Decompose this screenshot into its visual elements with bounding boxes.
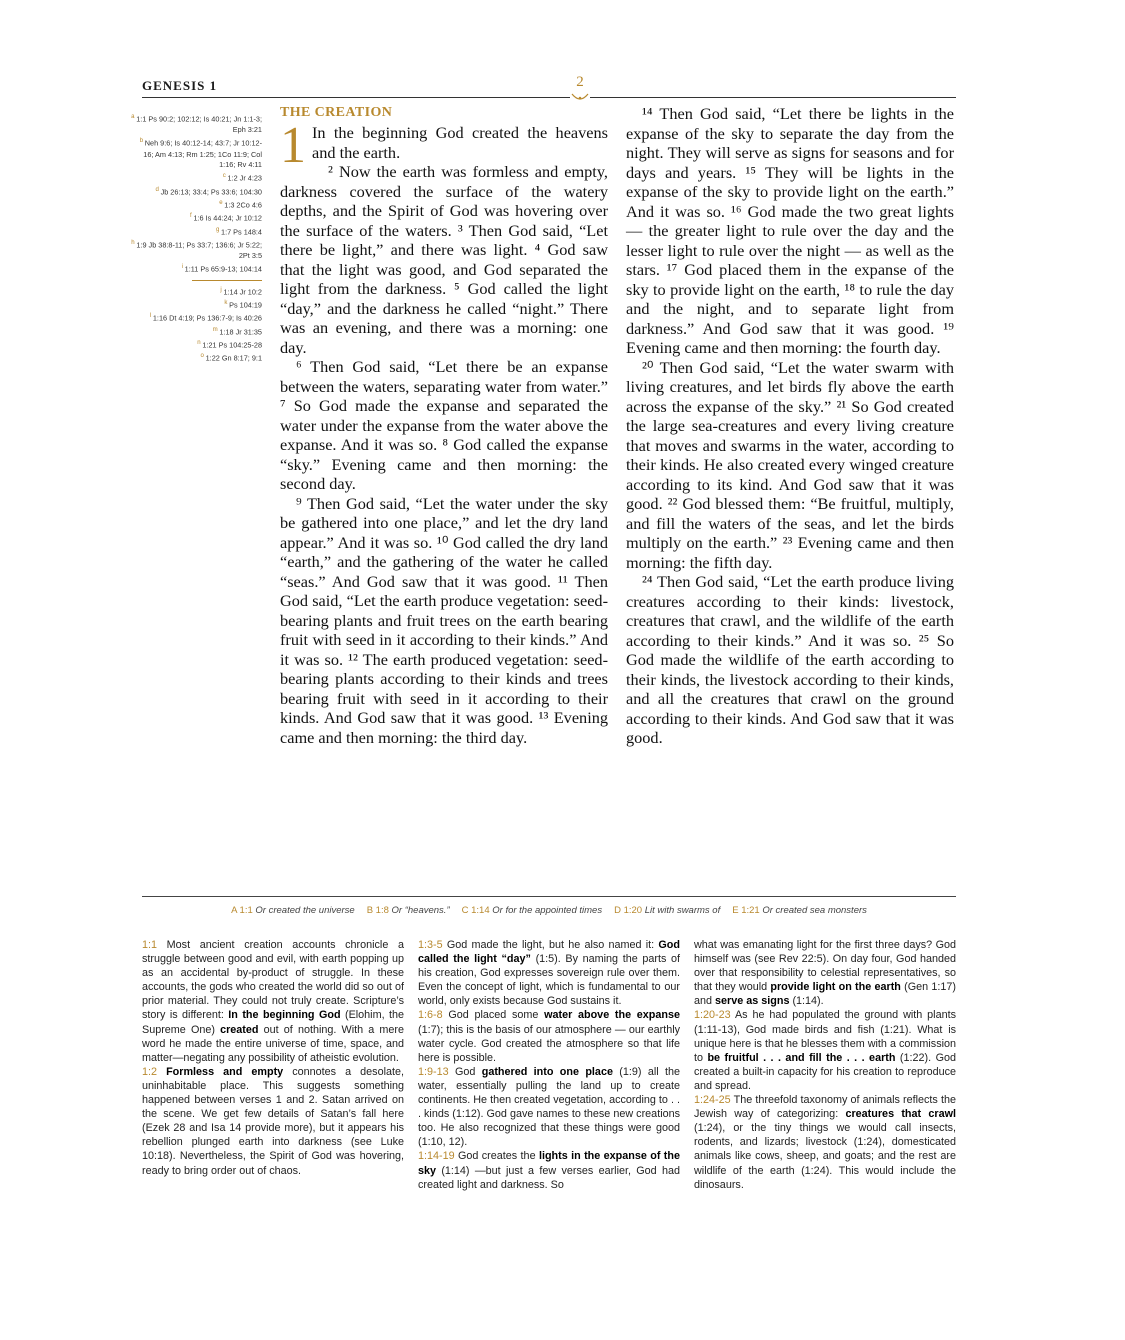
verse-paragraph: ² Now the earth was formless and empty, darkness covered the surface of the watery depths, and the Spirit of God was hovering over the surface of the waters. ³ Then God said, “Let there be light,” and there was light. ⁴ God saw that the light was good, and God separated the light from the darkness. ⁵ God called the light “day,” and the darkness he called “night.” There was an evening, and there was a morning: one day. [280, 162, 608, 357]
xref-text: 1:22 Gn 8:17; 9:1 [205, 353, 262, 363]
xref-divider [192, 280, 262, 281]
running-head: GENESIS 1 [142, 78, 218, 93]
note-ref: 1:14-19 [418, 1150, 458, 1163]
footnote-text: Lit with swarms of [644, 905, 721, 916]
footnote-entry [732, 905, 867, 916]
note-emphasis: In the beginning God [228, 1009, 345, 1022]
xref-label: a [131, 113, 137, 120]
note-text: (Elohim, the Supreme One) [142, 1009, 405, 1036]
ornament-icon [570, 92, 590, 104]
note-text: —but just a few verses earlier, God had created light and darkness. So [418, 1164, 680, 1191]
footnote-entry [462, 905, 602, 916]
xref-label: i [181, 263, 185, 271]
xref-entry [130, 262, 262, 275]
study-note [142, 1065, 404, 1178]
xref-entry [130, 211, 262, 224]
xref-text: Jb 26:13; 33:4; Ps 33:6; 104:30 [160, 187, 262, 197]
scripture-column-right [626, 104, 954, 748]
note-ref: 1:24-25 [694, 1094, 734, 1107]
xref-entry [130, 171, 262, 184]
study-notes-column-1 [142, 938, 404, 1178]
note-ref: 1:6-8 [418, 1009, 449, 1022]
xref-text: 1:6 Is 44:24; Jr 10:12 [193, 213, 262, 223]
note-text: God made the light, but he also named it: [446, 939, 659, 951]
note-text: all the water, essentially pulling the land up to create continents. He then created vegetation, according to . . . kinds (1:12). God gave names to these new creations too. He also recognized that these things were good (1:10, 12). [418, 1065, 680, 1149]
xref-text: 1:18 Jr 31:35 [219, 326, 262, 336]
footnote-ref: C 1:14 [461, 905, 493, 916]
note-text: Most ancient creation accounts chronicle a struggle between good and evil, with earth popping up as an accidental by-product of struggle. In these accounts, the gods who created the world did so out of prior material. They could not truly create. Scripture’s story is different: [142, 939, 404, 1022]
scripture-column-left [280, 104, 608, 747]
study-note [418, 1149, 680, 1191]
xref-entry [130, 198, 262, 211]
note-text: (1:9) [619, 1065, 648, 1078]
xref-entry [130, 338, 262, 351]
xref-label: b [139, 137, 145, 145]
note-text: God created a built-in capacity for his creation to reproduce and spread. [694, 1051, 956, 1092]
xref-entry [130, 112, 262, 136]
note-text: (1:5). [535, 953, 566, 966]
header-rule [142, 97, 956, 98]
study-note [142, 938, 404, 1065]
translation-footnotes [142, 905, 956, 916]
note-text: (1:14) [441, 1164, 475, 1177]
xref-text: 1:11 Ps 65:9-13; 104:14 [184, 264, 262, 274]
xref-label: k [224, 298, 230, 306]
footnote-text: Or created the universe [255, 905, 355, 916]
xref-text: 1:2 Jr 4:23 [227, 173, 262, 183]
note-text: (1:14). [792, 995, 824, 1008]
note-emphasis: water above the expanse [544, 1009, 681, 1022]
cross-references [130, 112, 262, 365]
note-emphasis: lights in the expanse of the sky [418, 1150, 680, 1177]
study-note [418, 1008, 680, 1064]
xref-label: h [131, 239, 137, 247]
note-emphasis: creatures that crawl [845, 1108, 956, 1121]
note-text: or the tiny things we would call insects, rodents, and lizards; livestock (1:24), domesticated animals like cows, sheep, and goats; and the rest are wildlife of the earth (1:24). This would include the dinosaurs. [694, 1122, 956, 1191]
page-number: 2 [576, 74, 584, 90]
footnote-text: Or “heavens.” [391, 905, 450, 916]
study-note [694, 938, 956, 1008]
note-ref: 1:2 [142, 1065, 167, 1078]
note-text: out of nothing. With a mere word he made the entire universe of time, space, and matter—negating any possibility of atheistic evolution. [142, 1023, 404, 1064]
note-emphasis: provide light on the earth [770, 981, 905, 994]
xref-entry [130, 225, 262, 238]
study-note [694, 1093, 956, 1192]
verse-paragraph: ²⁴ Then God said, “Let the earth produce living creatures according to their kinds: livestock, creatures that crawl, and the wildlife of the earth according to their kinds.” And it was so. ²⁵ So God made the wildlife of the earth according to their kinds, the livestock according to their kinds, and all the creatures that crawl on the ground according to their kinds. And God saw that it was good. [626, 572, 954, 747]
xref-label: m [212, 325, 220, 333]
xref-label: g [215, 225, 222, 233]
xref-label: e [219, 199, 225, 207]
xref-text: Neh 9:6; Is 40:12-14; 43:7; Jr 10:12-16; Am 4:13; Rm 1:25; 1Co 11:9; Col 1:16; Rv 4:11 [143, 138, 262, 170]
xref-entry [130, 298, 262, 311]
note-text: As he had populated the ground with plants (1:11-13), God made birds and fish (1:21). What is unique here is that he blesses them with a commission to [694, 1009, 956, 1064]
xref-label: c [222, 172, 228, 180]
footnote-ref: B 1:8 [366, 905, 392, 916]
study-notes-column-3 [694, 938, 956, 1192]
xref-entry [130, 285, 262, 298]
note-emphasis: serve as signs [715, 995, 793, 1008]
xref-entry [130, 351, 262, 364]
note-emphasis: gathered into one place [481, 1065, 620, 1078]
footnote-text: Or for the appointed times [492, 905, 603, 916]
verse-paragraph: ¹⁴ Then God said, “Let there be lights in the expanse of the sky to separate the day from the night. They will serve as signs for seasons and for days and years. ¹⁵ They will be lights in the expanse of the sky to provide light on the earth.” And it was so. ¹⁶ God made the two great lights — the greater light to rule over the day and the lesser light to rule over the night — as well as the stars. ¹⁷ God placed them in the expanse of the sky to provide light on the earth, ¹⁸ to rule the day and the night, and to separate light from darkness.” And God saw that it was good. ¹⁹ Evening came and then morning: the fourth day. [626, 104, 954, 357]
verse-paragraph: ²⁰ Then God said, “Let the water swarm with living creatures, and let birds fly above the earth across the expanse of the sky.” ²¹ So God created the large sea-creatures and every living creature that moves and swarms in the water, according to their kinds. He also created every winged creature according to its kind. And God saw that it was good. ²² God blessed them: “Be fruitful, multiply, and fill the waters of the seas, and let the birds multiply on the earth.” ²³ Evening came and then morning: the fifth day. [626, 357, 954, 572]
note-text: God [454, 1065, 482, 1078]
note-emphasis: God called the light “day” [418, 939, 680, 966]
footnote-entry [367, 905, 450, 916]
study-note [418, 938, 680, 1008]
xref-label: d [155, 185, 161, 193]
xref-text: 1:21 Ps 104:25-28 [202, 340, 262, 350]
xref-label: n [197, 338, 203, 346]
note-text: God creates the [458, 1150, 539, 1163]
xref-text: 1:9 Jb 38:8-11; Ps 33:7; 136:6; Jr 5:22; 2Pt 3:5 [136, 240, 262, 261]
xref-entry [130, 136, 262, 171]
footnote-ref: D 1:20 [614, 905, 645, 916]
xref-entry [130, 238, 262, 262]
note-emphasis: Formless and empty [166, 1065, 293, 1078]
note-text: connotes a desolate, uninhabitable place. This suggests something happened between verses 1 and 2. Satan arrived on the scene. We get few details of Satan’s fall here (Ezek 28 and Isa 14 provide more), but it appears his rebellion plunged earth into darkness (see Luke 10:18). Nevertheless, the Spirit of God was hovering, ready to bring order out of chaos. [142, 1065, 404, 1177]
footnote-entry [614, 905, 720, 916]
xref-entry [130, 325, 262, 338]
note-text: The threefold taxonomy of animals reflects the Jewish way of categorizing: [694, 1094, 956, 1121]
xref-text: 1:1 Ps 90:2; 102:12; Is 40:21; Jn 1:1-3; Eph 3:21 [136, 114, 262, 135]
note-emphasis: created [220, 1023, 264, 1036]
note-text: God placed some [448, 1009, 545, 1022]
study-note [418, 1065, 680, 1150]
study-notes-column-2 [418, 938, 680, 1192]
verse-paragraph: ⁹ Then God said, “Let the water under the sky be gathered into one place,” and let the dry land appear.” And it was so. ¹⁰ God called the dry land “earth,” and the gathering of the water he called “seas.” And God saw that it was good. ¹¹ Then God said, “Let the earth produce vegetation: seed-bearing plants and fruit trees on the earth bearing fruit with seed in it according to their kinds.” And it was so. ¹² The earth produced vegetation: seed-bearing plants according to their kinds and trees bearing fruit with seed in it according to their kinds. And God saw that it was good. ¹³ Evening came and then morning: the third day. [280, 493, 608, 747]
note-ref: 1:9-13 [418, 1065, 455, 1078]
xref-entry [130, 185, 262, 198]
footnote-text: Or created sea monsters [762, 905, 867, 916]
verse-paragraph: In the beginning God created the heavens and the earth. [312, 123, 608, 162]
section-heading: THE CREATION [280, 105, 393, 120]
footnote-rule [142, 896, 956, 897]
note-text: By naming the parts of his creation, God expresses sovereign rule over them. Even the concept of light, which is fundamental to our world, only exists because God sustains it. [418, 953, 680, 1008]
note-text: (Gen 1:17) and [694, 981, 956, 1008]
note-ref: 1:20-23 [694, 1009, 735, 1022]
xref-label: j [220, 285, 224, 293]
xref-label: o [200, 352, 206, 360]
xref-text: 1:3 2Co 4:6 [224, 200, 262, 210]
verse-paragraph: ⁶ Then God said, “Let there be an expanse between the waters, separating water from water.” ⁷ So God made the expanse and separated the water under the expanse from the water above the expanse. And it was so. ⁸ God called the expanse “sky.” Evening came and then morning: the second day. [280, 357, 608, 493]
note-text: (1:7); [418, 1023, 447, 1036]
chapter-number: 1 [280, 117, 306, 174]
note-text: what was emanating light for the first three days? God himself was (see Rev 22:5). On day four, God handed over that responsibility to celestial representatives, so that they would [694, 939, 956, 994]
note-ref: 1:1 [142, 939, 167, 951]
study-note [694, 1008, 956, 1093]
note-text: (1:22). [899, 1051, 936, 1064]
xref-label: f [190, 212, 194, 220]
xref-text: Ps 104:19 [229, 300, 262, 310]
note-ref: 1:3-5 [418, 939, 447, 951]
footnote-ref: A 1:1 [231, 905, 256, 916]
note-emphasis: be fruitful . . . and fill the . . . earth [707, 1051, 900, 1064]
note-text: this is the basis of our atmosphere — our earthly water cycle. God created the atmosphere so that life here is possible. [418, 1023, 680, 1064]
xref-entry [130, 311, 262, 324]
footnote-entry [231, 905, 355, 916]
footnote-ref: E 1:21 [732, 905, 763, 916]
xref-label: l [149, 312, 153, 320]
xref-text: 1:16 Dt 4:19; Ps 136:7-9; Is 40:26 [152, 313, 262, 323]
note-text: (1:24), [694, 1122, 734, 1135]
xref-text: 1:14 Jr 10:2 [223, 287, 262, 296]
xref-text: 1:7 Ps 148:4 [221, 227, 262, 237]
